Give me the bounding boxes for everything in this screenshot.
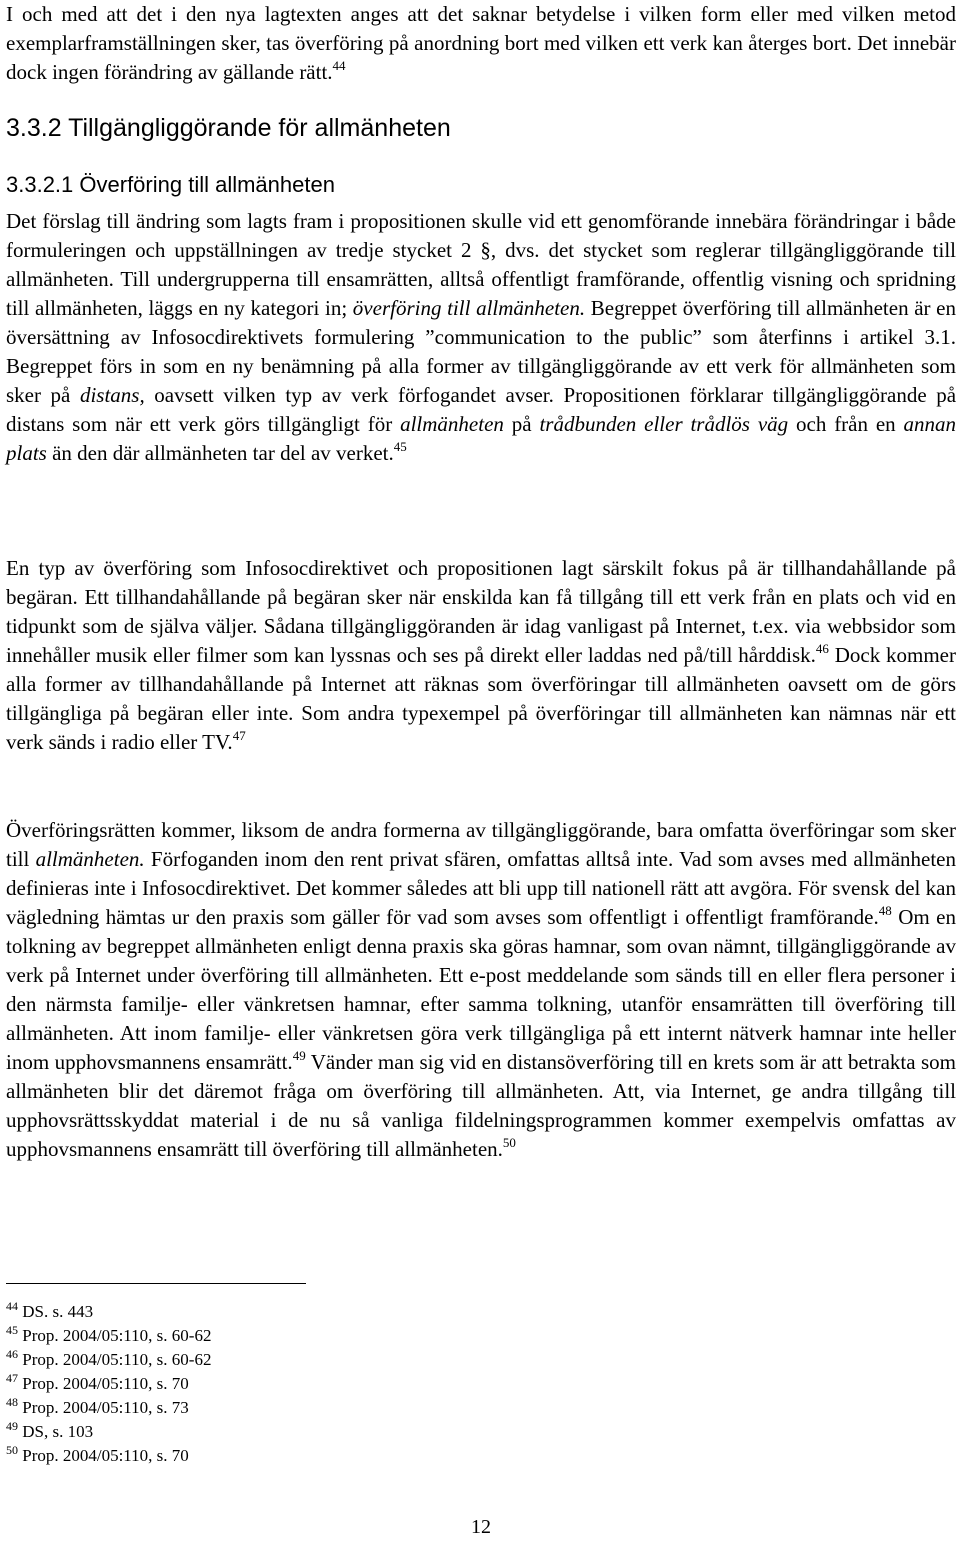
footnote-ref: 45 xyxy=(393,439,407,454)
footnote-number: 48 xyxy=(6,1395,18,1409)
para-italic: överföring till allmänheten. xyxy=(352,296,586,320)
para-italic: trådbunden eller trådlös väg xyxy=(539,412,789,436)
footnote xyxy=(6,1372,211,1396)
para-text: och från en xyxy=(796,412,896,436)
footnote-text: Prop. 2004/05:110, s. 60-62 xyxy=(22,1326,212,1345)
footnote-separator xyxy=(6,1283,306,1284)
footnote-ref: 46 xyxy=(815,641,829,656)
footnote-ref: 50 xyxy=(502,1135,516,1150)
footnote xyxy=(6,1348,211,1372)
para-text: på xyxy=(511,412,532,436)
para-text: oavsett vilken typ av verk förfogandet avser. Propositionen förklarar tillgängliggörande på distans som när ett verk görs tillgängligt för xyxy=(6,383,957,436)
footnote xyxy=(6,1396,211,1420)
paragraph-tillhandahallande xyxy=(6,554,956,757)
para-text: Begreppet överföring till allmänheten är en översättning av Infosocdirektivets formulering ”communication to the public” som återfinns i artikel 3.1. Begreppet förs in som en ny benämning på alla former av tillgängliggörande av ett verk för allmänheten som sker på xyxy=(6,296,956,407)
footnotes-list xyxy=(6,1300,211,1468)
footnote xyxy=(6,1324,211,1348)
footnote-number: 49 xyxy=(6,1419,18,1433)
intro-text: I och med att det i den nya lagtexten anges att det saknar betydelse i vilken form eller med vilken metod exemplarframställningen sker, tas överföring på anordning bort med vilken ett verk kan återges bort. Det innebär dock ingen förändring av gällande rätt. xyxy=(6,2,956,84)
footnote-text: DS. s. 443 xyxy=(22,1302,94,1321)
para-text: Förfoganden inom den rent privat sfären, omfattas alltså inte. Vad som avses med allmänheten definieras inte i Infosocdirektivet. Det kommer således att bli upp till nationell rätt att avgöra. För svensk del kan vägledning hämtas ur den praxis som gäller för vad som avses som offentligt i offentligt framförande. xyxy=(6,847,956,929)
para-italic: annan plats xyxy=(6,412,957,465)
footnote-ref: 44 xyxy=(332,58,346,73)
footnote-text: DS, s. 103 xyxy=(22,1422,94,1441)
para-text: Dock kommer alla former av tillhandahållande på Internet att räknas som överföringar till allmänheten oavsett om de görs tillgängliga på begäran eller inte. Som andra typexempel på överföringar till allmänheten kan nämnas när ett verk sänds i radio eller TV. xyxy=(6,643,956,754)
footnote xyxy=(6,1444,211,1468)
footnote-ref: 47 xyxy=(232,728,246,743)
footnote-text: Prop. 2004/05:110, s. 60-62 xyxy=(22,1350,212,1369)
footnote-ref: 48 xyxy=(878,903,892,918)
footnote-text: Prop. 2004/05:110, s. 70 xyxy=(22,1446,189,1465)
para-text: Det förslag till ändring som lagts fram i propositionen skulle vid ett genomförande innebära förändringar i både formuleringen och uppställningen av tredje stycket 2 §, dvs. det stycket som reglerar tillgängliggörande till allmänheten. Till undergrupperna till ensamrätten, alltså offentligt framförande, offentlig visning och spridning till allmänheten, läggs en ny kategori in; xyxy=(6,209,956,320)
para-italic: allmänheten xyxy=(400,412,504,436)
page-number: 12 xyxy=(471,1516,491,1538)
paragraph-overforingsratten xyxy=(6,816,956,1164)
section-heading: 3.3.2 Tillgängliggörande för allmänheten xyxy=(6,114,451,142)
footnote-text: Prop. 2004/05:110, s. 73 xyxy=(22,1398,189,1417)
footnote-number: 44 xyxy=(6,1299,18,1313)
footnote-number: 47 xyxy=(6,1371,18,1385)
footnote-number: 46 xyxy=(6,1347,18,1361)
para-text: än den där allmänheten tar del av verket. xyxy=(52,441,394,465)
para-text: Om en tolkning av begreppet allmänheten enligt denna praxis ska göras hamnar, som ovan nämnt, tillgängliggörande av verk på Internet under överföring till allmänheten. Ett e-post meddelande som sänds till en eller flera personer i den närmsta familje- eller vänkretsen hamnar, efter samma tolkning, utanför ensamrätten till överföring till allmänheten. Att inom familje- eller vänkretsen göra verk tillgängliga på ett internt nätverk hamnar inte heller inom upphovsmannens ensamrätt. xyxy=(6,905,956,1074)
para-italic: distans, xyxy=(79,383,145,407)
subsection-heading: 3.3.2.1 Överföring till allmänheten xyxy=(6,172,335,197)
para-text: En typ av överföring som Infosocdirektivet och propositionen lagt särskilt fokus på är tillhandahållande på begäran. Ett tillhandahållande på begäran sker när enskilda kan få tillgång till ett verk från en plats och vid en tidpunkt som de själva väljer. Sådana tillgängliggöranden är idag vanligast på Internet, t.ex. via webbsidor som innehåller musik eller filmer som kan lyssnas och ses på direkt eller laddas ned på/till hårddisk. xyxy=(6,556,956,667)
para-text: Vänder man sig vid en distansöverföring till en krets som är att betrakta som allmänheten blir det däremot fråga om överföring till allmänheten. Att, via Internet, ge andra tillgång till upphovsrättsskyddat material i de nu så vanliga fildelningsprogrammen kommer exempelvis omfattas av upphovsmannens ensamrätt till överföring till allmänheten. xyxy=(6,1050,956,1161)
para-text: Överföringsrätten kommer, liksom de andra formerna av tillgängliggörande, bara omfatta överföringar som sker till xyxy=(6,818,956,871)
footnote-number: 50 xyxy=(6,1443,18,1457)
footnote xyxy=(6,1300,211,1324)
footnote-ref: 49 xyxy=(292,1048,306,1063)
paragraph-overforing-definition xyxy=(6,207,956,468)
footnote-number: 45 xyxy=(6,1323,18,1337)
para-italic: allmänheten. xyxy=(35,847,145,871)
intro-paragraph xyxy=(6,0,956,87)
footnote xyxy=(6,1420,211,1444)
footnote-text: Prop. 2004/05:110, s. 70 xyxy=(22,1374,189,1393)
